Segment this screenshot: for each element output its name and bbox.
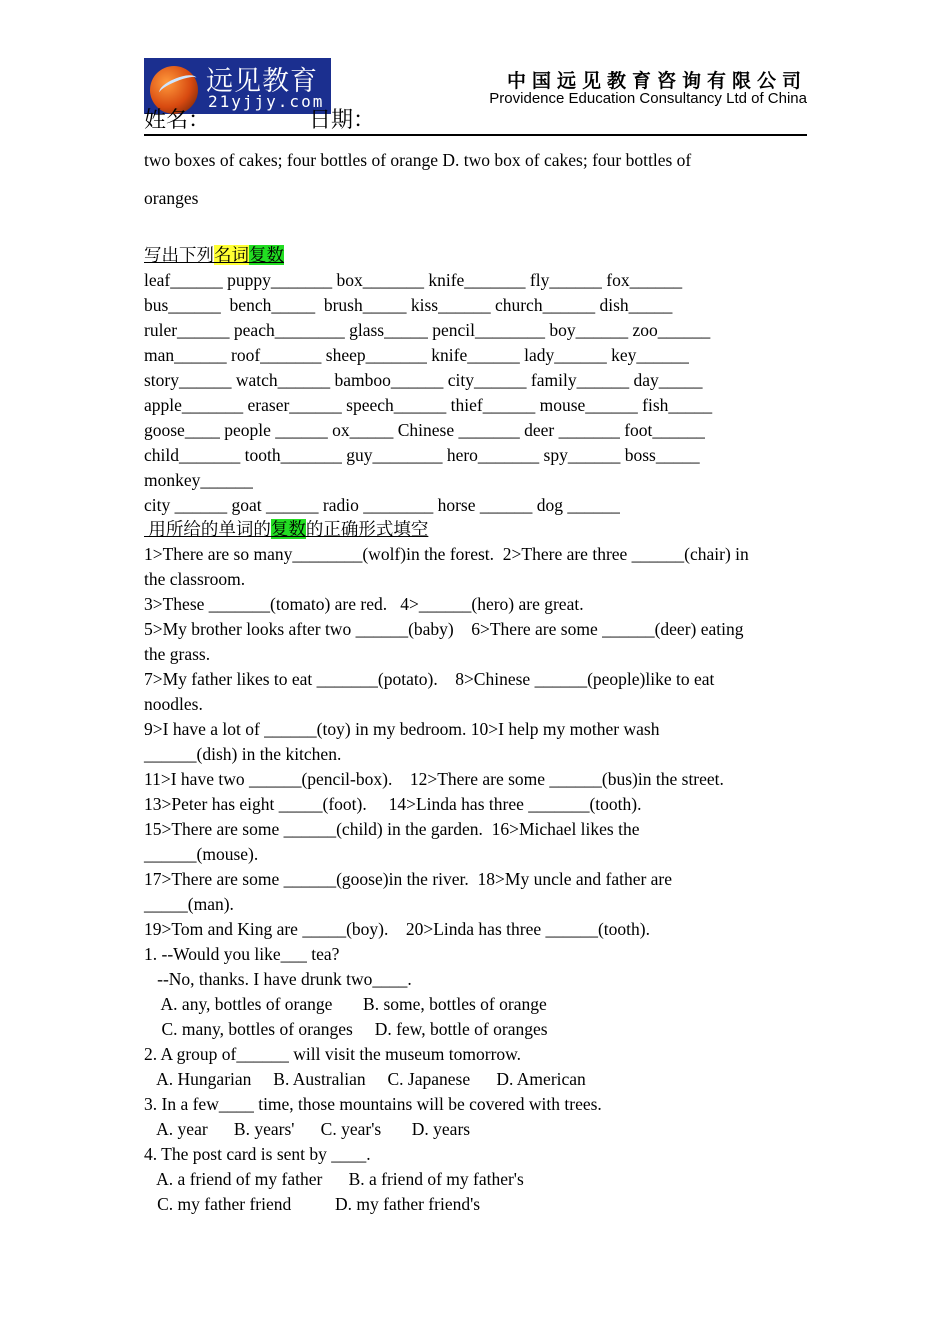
mc-line: 4. The post card is sent by ____. <box>144 1144 371 1164</box>
fill-line: ______(mouse). <box>144 844 259 864</box>
mc-line: 1. --Would you like___ tea? <box>144 944 340 964</box>
section1-title <box>144 244 284 266</box>
name-date-row <box>144 107 376 133</box>
name-label: 姓名： <box>144 107 211 132</box>
header-divider <box>144 134 807 136</box>
fill-line: the grass. <box>144 644 211 664</box>
logo-website-text: 21yjjy.com <box>208 92 325 111</box>
fill-line: 11>I have two ______(pencil-box). 12>There are some ______(bus)in the street. <box>144 769 724 789</box>
plural-line: leaf______ puppy_______ box_______ knife_______ fly______ fox______ <box>144 270 683 290</box>
fill-line: 9>I have a lot of ______(toy) in my bedroom. 10>I help my mother wash <box>144 719 660 739</box>
fill-line: 7>My father likes to eat _______(potato). 8>Chinese ______(people)like to eat <box>144 669 715 689</box>
fill-line: 5>My brother looks after two ______(baby) 6>There are some ______(deer) eating <box>144 619 744 639</box>
plural-line: story______ watch______ bamboo______ city______ family______ day_____ <box>144 370 703 390</box>
fill-line: 13>Peter has eight _____(foot). 14>Linda has three _______(tooth). <box>144 794 642 814</box>
plural-line: bus______ bench_____ brush_____ kiss______ church______ dish_____ <box>144 295 673 315</box>
mc-line: C. many, bottles of oranges D. few, bottle of oranges <box>144 1019 548 1039</box>
plural-line: monkey______ <box>144 470 253 490</box>
plural-line: apple_______ eraser______ speech______ thief______ mouse______ fish_____ <box>144 395 713 415</box>
mc-line: A. year B. years' C. year's D. years <box>144 1119 471 1139</box>
section2-title-part: 的正确形式填空 <box>305 519 429 539</box>
mc-line: A. Hungarian B. Australian C. Japanese D. American <box>144 1069 586 1089</box>
logo-chinese-text: 远见教育 <box>206 66 318 97</box>
mc-line: 3. In a few____ time, those mountains will be covered with trees. <box>144 1094 602 1114</box>
mc-line: A. a friend of my father B. a friend of my father's <box>144 1169 524 1189</box>
fill-line: 1>There are so many________(wolf)in the forest. 2>There are three ______(chair) in <box>144 544 749 564</box>
fill-line: 15>There are some ______(child) in the garden. 16>Michael likes the <box>144 819 640 839</box>
fill-line: 3>These _______(tomato) are red. 4>______(hero) are great. <box>144 594 584 614</box>
mc-line: C. my father friend D. my father friend's <box>144 1194 481 1214</box>
intro-line: oranges <box>144 188 199 208</box>
plural-line: goose____ people ______ ox_____ Chinese _______ deer _______ foot______ <box>144 420 705 440</box>
logo <box>144 58 331 114</box>
date-label: 日期： <box>309 107 376 132</box>
section1-title-part: 写出下列 <box>144 245 214 265</box>
fill-line: ______(dish) in the kitchen. <box>144 744 342 764</box>
section1-title-highlight: 名词 <box>214 245 249 265</box>
fill-line: 17>There are some ______(goose)in the river. 18>My uncle and father are <box>144 869 673 889</box>
section2-title <box>144 518 428 540</box>
fill-line: _____(man). <box>144 894 234 914</box>
fill-line: 19>Tom and King are _____(boy). 20>Linda has three ______(tooth). <box>144 919 650 939</box>
company-name-chinese: 中国远见教育咨询有限公司 <box>506 70 807 92</box>
section2-title-part: 用所给的单词的 <box>144 519 271 539</box>
plural-line: ruler______ peach________ glass_____ pencil________ boy______ zoo______ <box>144 320 711 340</box>
mc-line: --No, thanks. I have drunk two____. <box>144 969 412 989</box>
fill-line: the classroom. <box>144 569 246 589</box>
intro-line: two boxes of cakes; four bottles of orange D. two box of cakes; four bottles of <box>144 150 692 170</box>
mc-line: 2. A group of______ will visit the museum tomorrow. <box>144 1044 522 1064</box>
fill-line: noodles. <box>144 694 203 714</box>
section1-title-highlight: 复数 <box>249 245 284 265</box>
company-name-english: Providence Education Consultancy Ltd of China <box>489 90 807 107</box>
plural-line: man______ roof_______ sheep_______ knife______ lady______ key______ <box>144 345 689 365</box>
plural-line: city ______ goat ______ radio ________ horse ______ dog ______ <box>144 495 620 515</box>
page-header <box>144 58 807 138</box>
mc-line: A. any, bottles of orange B. some, bottles of orange <box>144 994 547 1014</box>
section2-title-highlight: 复数 <box>270 519 306 539</box>
plural-line: child_______ tooth_______ guy________ hero_______ spy______ boss_____ <box>144 445 700 465</box>
